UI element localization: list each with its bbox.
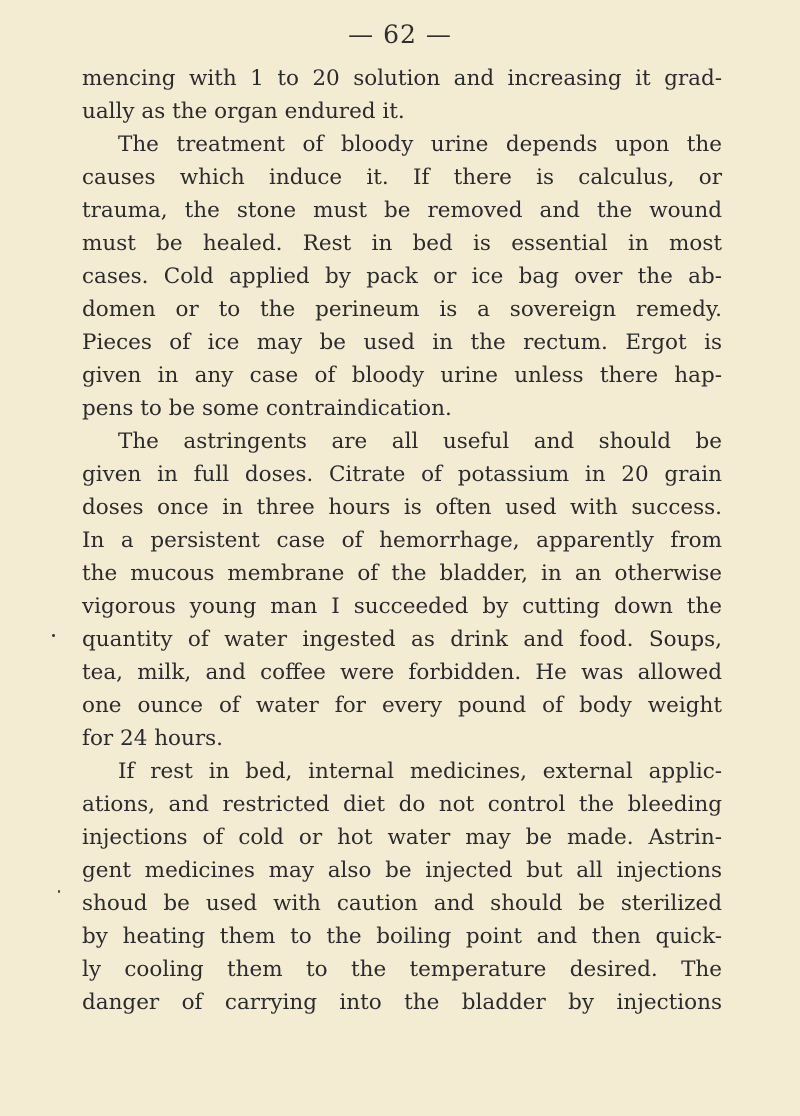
text-line: The astringents are all useful and should be (118, 429, 722, 454)
text-line: given in any case of bloody urine unless there hap- (82, 363, 722, 388)
text-line: given in full doses. Citrate of potassium in 20 grain (82, 462, 722, 487)
paragraph (82, 62, 722, 128)
text-line: cases. Cold applied by pack or ice bag over the ab- (82, 264, 722, 289)
margin-speck (52, 634, 55, 637)
text-line: gent medicines may also be injected but all injections (82, 858, 722, 883)
text-line: ly cooling them to the temperature desired. The (82, 957, 722, 982)
text-line: must be healed. Rest in bed is essential in most (82, 231, 722, 256)
text-line: If rest in bed, internal medicines, external applic- (118, 759, 722, 784)
text-line: shoud be used with caution and should be sterilized (82, 891, 722, 916)
text-line: In a persistent case of hemorrhage, apparently from (82, 528, 722, 553)
text-line: quantity of water ingested as drink and food. Soups, (82, 627, 722, 652)
text-line: vigorous young man I succeeded by cutting down the (82, 594, 722, 619)
text-line: domen or to the perineum is a sovereign remedy. (82, 297, 722, 322)
text-line: for 24 hours. (82, 726, 223, 751)
text-line: mencing with 1 to 20 solution and increasing it grad- (82, 66, 722, 91)
paragraph (82, 128, 722, 425)
text-line: The treatment of bloody urine depends upon the (118, 132, 722, 157)
text-line: one ounce of water for every pound of body weight (82, 693, 722, 718)
paragraph (82, 425, 722, 755)
text-line: the mucous membrane of the bladder, in an otherwise (82, 561, 722, 586)
text-line: ually as the organ endured it. (82, 99, 405, 124)
text-line: ations, and restricted diet do not control the bleeding (82, 792, 722, 817)
paragraph (82, 755, 722, 1019)
text-line: injections of cold or hot water may be made. Astrin- (82, 825, 722, 850)
text-line: causes which induce it. If there is calculus, or (82, 165, 722, 190)
body-text (82, 62, 722, 1019)
text-line: pens to be some contraindication. (82, 396, 452, 421)
page-number: — 62 — (348, 20, 452, 49)
text-line: tea, milk, and coffee were forbidden. He was allowed (82, 660, 722, 685)
text-line: Pieces of ice may be used in the rectum. Ergot is (82, 330, 722, 355)
text-line: danger of carrying into the bladder by injections (82, 990, 722, 1015)
margin-speck (58, 890, 60, 893)
text-line: by heating them to the boiling point and then quick- (82, 924, 722, 949)
text-line: doses once in three hours is often used with success. (82, 495, 722, 520)
text-line: trauma, the stone must be removed and the wound (82, 198, 722, 223)
